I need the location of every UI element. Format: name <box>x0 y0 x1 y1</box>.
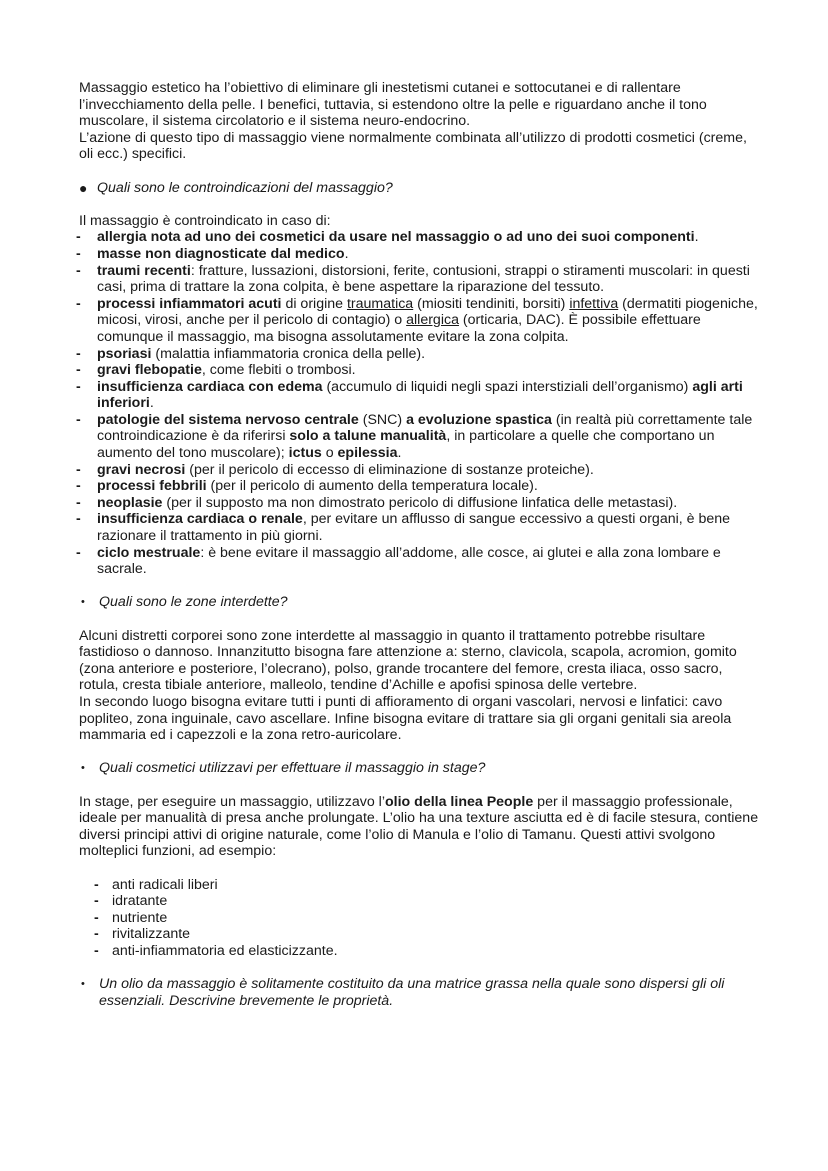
list-item-text: anti-infiammatoria ed elasticizzante. <box>112 942 338 959</box>
list-item <box>76 511 759 545</box>
bold-text: patologie del sistema nervoso centrale <box>97 411 359 428</box>
bold-text: allergia nota ad uno dei cosmetici da usare nel massaggio o ad uno dei suoi componenti <box>97 229 695 246</box>
dash-icon: - <box>76 411 81 428</box>
bold-text: solo a talune manualità <box>289 428 447 445</box>
text-run: . <box>397 445 402 462</box>
list-item <box>76 478 759 495</box>
list-item-text <box>97 478 538 495</box>
bullet-icon: • <box>81 762 85 775</box>
dash-icon: - <box>76 229 81 246</box>
list-item <box>94 876 759 894</box>
bold-text: processi infiammatori acuti <box>97 295 282 312</box>
bold-text: gravi necrosi <box>97 461 186 478</box>
list-item <box>94 926 759 943</box>
question-massage-oil <box>79 976 759 1009</box>
contraindications-lead: Il massaggio è controindicato in caso di: <box>79 212 331 229</box>
list-item-text <box>97 346 425 363</box>
text-run: . <box>694 229 699 246</box>
bold-text: agli arti inferiori <box>97 378 743 412</box>
forbidden-zones-paragraph-1: Alcuni distretti corporei sono zone interdette al massaggio in quanto il trattamento potrebbe risultare fastidioso o dannoso. Innanzitutto bisogna fare attenzione a: sterno, clavicola, scapola, acromion, gomito (zona anteriore e posteriore, l’olecrano), polso, grande trocantere del femore, cresta iliaca, osso sacro, rotula, cresta tibiale anteriore, malleolo, tendine d’Achille e apofisi spinosa delle vertebre. <box>79 627 737 694</box>
text-run: : è bene evitare il massaggio all’addome, alle cosce, ai glutei e alla zona lombare e sacrale. <box>97 544 721 578</box>
question-text: Quali cosmetici utilizzavi per effettuare il massaggio in stage? <box>99 760 486 777</box>
text-run: (malattia infiammatoria cronica della pelle). <box>151 345 426 362</box>
list-item <box>76 345 759 363</box>
list-item <box>76 245 759 263</box>
bold-text: traumi recenti <box>97 262 191 279</box>
list-item-text <box>97 229 699 246</box>
dash-icon: - <box>76 478 81 495</box>
text-run: , in particolare a quelle che comportano un aumento del tono muscolare); <box>97 428 715 462</box>
list-item-text <box>97 412 759 462</box>
list-item-text <box>97 511 759 544</box>
cosmetics-paragraph <box>79 794 759 860</box>
list-item-text <box>97 263 759 296</box>
list-item-text: rivitalizzante <box>112 926 191 943</box>
bullet-icon: ● <box>79 179 88 196</box>
list-item-text <box>97 362 356 379</box>
list-item <box>76 494 759 512</box>
list-item-text: nutriente <box>112 909 168 926</box>
forbidden-zones-paragraph-2: In secondo luogo bisogna evitare tutti i punti di affioramento di organi vascolari, nervosi e linfatici: cavo popliteo, zona inguinale, cavo ascellare. Infine bisogna evitare di trattare sia gli organi genitali sia areola mammaria ed i capezzoli e la zona retro-auricolare. <box>79 693 732 744</box>
text-run: per il massaggio professionale, ideale per manualità di presa anche prolungate. L’olio ha una texture asciutta ed è di facile stesura, contiene diversi principi attivi di origine naturale, come l’olio di Manula e l’olio di Tamanu. Questi attivi svolgono molteplici funzioni, ad esempio: <box>79 793 759 860</box>
text-run: In stage, per eseguire un massaggio, utilizzavo l’ <box>79 793 385 810</box>
bold-text: ciclo mestruale <box>97 544 201 561</box>
dash-icon: - <box>94 926 99 943</box>
bullet-icon: • <box>81 596 85 609</box>
list-item-text <box>97 246 349 263</box>
text-run: : fratture, lussazioni, distorsioni, ferite, contusioni, strappi o stiramenti muscolari: in questi casi, prima di trattare la zona colpita, è bene aspettare la riparazione del tessuto. <box>97 262 750 296</box>
dash-icon: - <box>76 295 81 312</box>
list-item <box>76 295 759 346</box>
text-run: (per il supposto ma non dimostrato pericolo di diffusione linfatica delle metastasi). <box>162 494 678 511</box>
bold-text: neoplasie <box>97 494 163 511</box>
bold-text: insufficienza cardiaca o renale <box>97 511 303 528</box>
question-text: Quali sono le zone interdette? <box>99 594 288 611</box>
question-forbidden-zones <box>79 594 759 611</box>
dash-icon: - <box>76 494 81 511</box>
list-item <box>76 262 759 296</box>
list-item <box>94 942 759 960</box>
dash-icon: - <box>94 909 99 926</box>
document-page <box>76 80 759 1009</box>
dash-icon: - <box>94 942 99 959</box>
text-run: di origine <box>281 295 347 312</box>
text-run: Massaggio estetico ha l’obiettivo di eliminare gli inestetismi cutanei e sottocutanei e di rallentare l’invecchiamento della pelle. I benefici, tuttavia, si estendono oltre la pelle e riguardano anche il tono muscolare, il sistema circolatorio e il sistema neuro-endocrino. <box>79 80 707 130</box>
bold-text: olio della linea People <box>385 793 534 810</box>
underlined-text: traumatica <box>346 295 414 312</box>
list-item <box>76 362 759 379</box>
text-run: (orticaria, DAC). È possibile effettuare comunque il massaggio, ma bisogna assolutamente evitare la zona colpita. <box>97 312 701 345</box>
list-item-text <box>97 545 759 578</box>
list-item <box>94 909 759 927</box>
text-run: (per il pericolo di aumento della temperatura locale). <box>206 478 538 495</box>
underlined-text: infettiva <box>569 295 619 312</box>
contraindications-list <box>76 229 759 578</box>
bold-text: psoriasi <box>97 345 152 362</box>
list-item <box>76 544 759 578</box>
list-item-text: anti radicali liberi <box>112 876 218 893</box>
text-run: . <box>149 395 154 412</box>
list-item-text <box>97 296 759 346</box>
dash-icon: - <box>76 245 81 262</box>
list-item <box>76 461 759 479</box>
text-run: (dermatiti piogeniche, micosi, virosi, anche per il pericolo di contagio) o <box>97 295 758 329</box>
text-run: (per il pericolo di eccesso di eliminazione di sostanze proteiche). <box>185 461 594 478</box>
list-item-text: idratante <box>112 893 168 910</box>
bold-text: gravi flebopatie <box>97 362 202 379</box>
underlined-text: allergica <box>406 312 459 329</box>
list-item-text <box>97 495 677 512</box>
intro-paragraph-1 <box>79 80 759 130</box>
dash-icon: - <box>94 893 99 910</box>
question-cosmetics <box>79 760 759 777</box>
dash-icon: - <box>76 378 81 395</box>
bold-text: a evoluzione spastica <box>406 411 552 428</box>
text-run: . <box>344 245 349 262</box>
list-item-text <box>97 462 594 479</box>
question-text: Un olio da massaggio è solitamente costituito da una matrice grassa nella quale sono dispersi gli oli essenziali. Descrivine brevemente le proprietà. <box>99 976 725 1009</box>
bullet-icon: • <box>81 978 85 991</box>
text-run: o <box>321 445 338 462</box>
dash-icon: - <box>94 876 99 893</box>
list-item <box>94 893 759 910</box>
oil-functions-list <box>79 877 759 960</box>
list-item <box>76 229 759 246</box>
dash-icon: - <box>76 511 81 528</box>
question-contraindications <box>79 180 759 197</box>
dash-icon: - <box>76 461 81 478</box>
dash-icon: - <box>76 262 81 279</box>
dash-icon: - <box>76 362 81 379</box>
intro-paragraph-2 <box>79 130 759 163</box>
text-run: , come flebiti o trombosi. <box>201 362 356 379</box>
dash-icon: - <box>76 345 81 362</box>
bold-text: masse non diagnosticate dal medico <box>97 245 345 262</box>
text-run: L’azione di questo tipo di massaggio viene normalmente combinata all’utilizzo di prodotti cosmetici (creme, oli ecc.) specifici. <box>79 129 747 163</box>
dash-icon: - <box>76 544 81 561</box>
text-run: , per evitare un afflusso di sangue eccessivo a questi organi, è bene razionare il trattamento in più giorni. <box>97 511 731 545</box>
list-item-text <box>97 379 759 412</box>
bold-text: insufficienza cardiaca con edema <box>97 378 323 395</box>
bold-text: ictus <box>288 445 322 462</box>
bold-text: processi febbrili <box>97 478 207 495</box>
text-run: (accumulo di liquidi negli spazi interstiziali dell’organismo) <box>322 378 693 395</box>
list-item <box>76 378 759 412</box>
text-run: (miositi tendiniti, borsiti) <box>413 295 570 312</box>
bold-text: epilessia <box>337 445 398 462</box>
question-text: Quali sono le controindicazioni del massaggio? <box>97 179 393 196</box>
text-run: (SNC) <box>358 411 407 428</box>
list-item <box>76 411 759 462</box>
text-run: (in realtà più correttamente tale controindicazione è da riferirsi <box>97 411 753 445</box>
